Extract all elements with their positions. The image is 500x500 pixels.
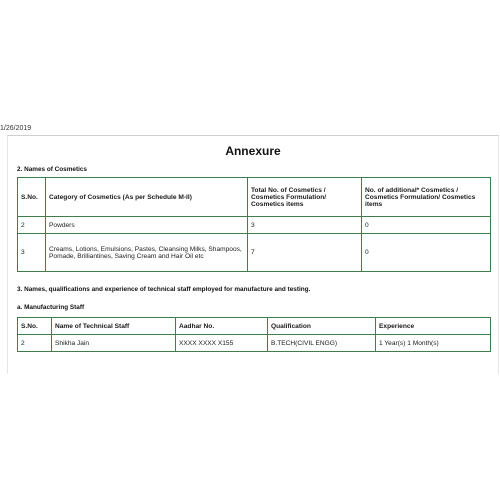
header-cell: No. of additional* Cosmetics / Cosmetics Formulation/ Cosmetics items <box>362 178 491 217</box>
table-cell: 2 <box>18 335 52 352</box>
header-cell: Experience <box>376 318 491 335</box>
table-cell: 2 <box>18 217 46 234</box>
header-cell: Qualification <box>268 318 376 335</box>
table-cell: 3 <box>248 217 362 234</box>
staff-table <box>17 317 491 352</box>
header-cell: Total No. of Cosmetics / Cosmetics Formulation/ Cosmetics items <box>248 178 362 217</box>
section-heading-manufacturing-staff: a. Manufacturing Staff <box>17 304 85 311</box>
print-date: 1/26/2019 <box>0 125 32 132</box>
table-cell: Creams, Lotions, Emulsions, Pastes, Cleansing Milks, Shampoos, Pomade, Brilliantines, Saving Cream and Hair Oil etc <box>46 234 248 272</box>
header-cell: Category of Cosmetics (As per Schedule M-II) <box>46 178 248 217</box>
document-page <box>7 135 499 374</box>
header-cell: S.No. <box>18 318 52 335</box>
header-cell: Name of Technical Staff <box>52 318 176 335</box>
header-cell: Aadhar No. <box>176 318 268 335</box>
header-cell: S.No. <box>18 178 46 217</box>
table-cell: Shikha Jain <box>52 335 176 352</box>
table-cell: Powders <box>46 217 248 234</box>
cosmetics-table <box>17 177 491 272</box>
section-heading-cosmetics: 2. Names of Cosmetics <box>17 166 87 173</box>
table-row <box>18 335 491 352</box>
table-cell: 0 <box>362 217 491 234</box>
table-header-row <box>18 318 491 335</box>
table-cell: 3 <box>18 234 46 272</box>
table-row <box>18 217 491 234</box>
section-heading-technical-staff: 3. Names, qualifications and experience of technical staff employed for manufacture and testing. <box>17 286 311 293</box>
table-header-row <box>18 178 491 217</box>
table-cell: B.TECH(CIVIL ENGG) <box>268 335 376 352</box>
table-cell: 7 <box>248 234 362 272</box>
table-row <box>18 234 491 272</box>
table-cell: 1 Year(s) 1 Month(s) <box>376 335 491 352</box>
table-cell: 0 <box>362 234 491 272</box>
table-cell: XXXX XXXX X155 <box>176 335 268 352</box>
page-title: Annexure <box>225 144 281 158</box>
